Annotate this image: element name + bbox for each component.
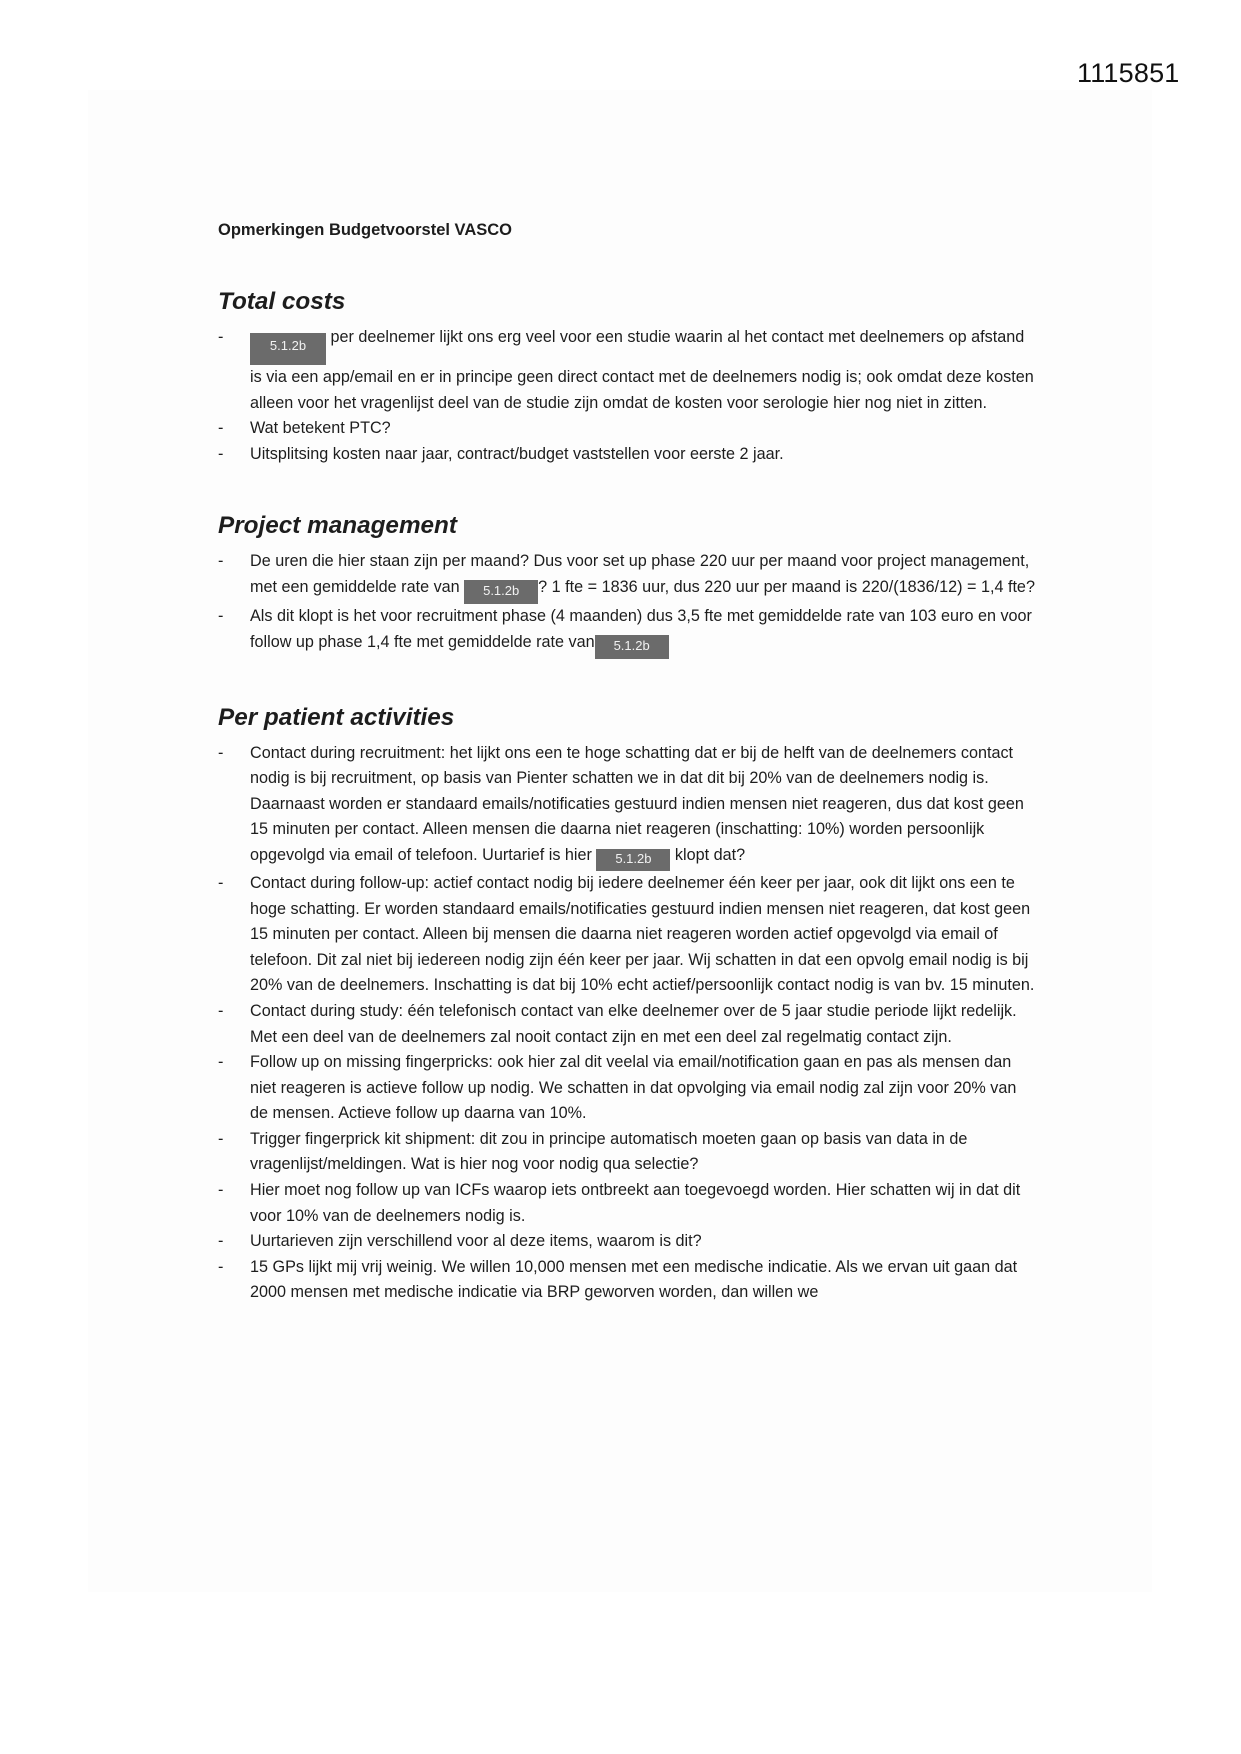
bullet-dash: -	[218, 606, 224, 625]
section-heading-project-management: Project management	[218, 512, 457, 540]
project-management-list	[218, 549, 1038, 658]
redaction-box: 5.1.2b	[464, 580, 538, 604]
redaction-box: 5.1.2b	[595, 635, 669, 659]
bullet-dash: -	[218, 1001, 224, 1020]
bullet-dash: -	[218, 552, 224, 571]
bullet-dash: -	[218, 1129, 224, 1148]
bullet-dash: -	[218, 444, 224, 463]
bullet-dash: -	[218, 743, 224, 762]
bullet-dash: -	[218, 328, 224, 346]
document-content	[218, 218, 1038, 1306]
redaction-box: 5.1.2b	[596, 849, 670, 871]
list-item: - Als dit klopt is het voor recruitment phase (4 maanden) dus 3,5 fte met gemiddelde rate van 103 euro en voor follow up phase 1,4 fte met gemiddelde rate van 5.1.2b	[218, 604, 1038, 659]
section-heading-per-patient-activities: Per patient activities	[218, 703, 455, 731]
total-costs-list	[218, 325, 1038, 467]
list-item: - Hier moet nog follow up van ICFs waarop iets ontbreekt aan toegevoegd worden. Hier schatten wij in dat dit voor 10% van de deelnemers nodig is.	[218, 1178, 1038, 1229]
list-item: - Uurtarieven zijn verschillend voor al deze items, waarom is dit?	[218, 1229, 1038, 1255]
list-item: - Contact during recruitment: het lijkt ons een te hoge schatting dat er bij de helft van de deelnemers contact nodig is bij recruitment, op basis van Pienter schatten we in dat dit bij 20% van de deelnemers nodig is. Daarnaast worden er standaard emails/notificaties gestuurd indien mensen niet reageren, dus dat kost geen 15 minuten per contact. Alleen mensen die daarna niet reageren (inschatting: 10%) worden persoonlijk opgevolgd via email of telefoon. Uurtarief is hier 5.1.2b klopt dat?	[218, 741, 1038, 871]
list-item: - De uren die hier staan zijn per maand? Dus voor set up phase 220 uur per maand voor project management, met een gemiddelde rate van 5.1.2b ? 1 fte = 1836 uur, dus 220 uur per maand is 220/(1836/12) = 1,4 fte?	[218, 549, 1038, 604]
document-title: Opmerkingen Budgetvoorstel VASCO	[218, 221, 512, 239]
bullet-dash: -	[218, 873, 224, 892]
bullet-dash: -	[218, 1181, 224, 1200]
redaction-box: 5.1.2b	[250, 333, 326, 365]
per-patient-activities-list	[218, 741, 1038, 1306]
document-id: 1115851	[1077, 58, 1180, 88]
list-item: - Uitsplitsing kosten naar jaar, contract/budget vaststellen voor eerste 2 jaar.	[218, 442, 1038, 468]
bullet-dash: -	[218, 1257, 224, 1276]
section-heading-total-costs: Total costs	[218, 288, 346, 315]
list-item: - 5.1.2b per deelnemer lijkt ons erg veel voor een studie waarin al het contact met deelnemers op afstand is via een app/email en er in principe geen direct contact met de deelnemers nodig is; ook omdat deze kosten alleen voor het vragenlijst deel van de studie zijn omdat de kosten voor serologie hier nog niet in zitten.	[218, 325, 1038, 416]
bullet-dash: -	[218, 1053, 224, 1072]
bullet-dash: -	[218, 419, 224, 438]
list-item: - Contact during follow-up: actief contact nodig bij iedere deelnemer één keer per jaar, ook dit lijkt ons een te hoge schatting. Er worden standaard emails/notificaties gestuurd indien mensen niet reageren, dat kost geen 15 minuten per contact. Alleen bij mensen die daarna niet reageren worden actief opgevolgd via email of telefoon. Dit zal niet bij iedereen nodig zijn één keer per jaar. Wij schatten in dat een opvolg email nodig is bij 20% van de deelnemers. Inschatting is dat bij 10% echt actief/persoonlijk contact nodig is van bv. 15 minuten.	[218, 871, 1038, 999]
bullet-dash: -	[218, 1232, 224, 1251]
list-item: - Contact during study: één telefonisch contact van elke deelnemer over de 5 jaar studie periode lijkt redelijk. Met een deel van de deelnemers zal nooit contact zijn en met een deel zal regelmatig contact zijn.	[218, 999, 1038, 1050]
list-item: - Follow up on missing fingerpricks: ook hier zal dit veelal via email/notification gaan en pas als mensen dan niet reageren is actieve follow up nodig. We schatten in dat opvolging via email nodig zal zijn voor 20% van de mensen. Actieve follow up daarna van 10%.	[218, 1050, 1038, 1127]
list-item: - Wat betekent PTC?	[218, 416, 1038, 442]
list-item: - 15 GPs lijkt mij vrij weinig. We willen 10,000 mensen met een medische indicatie. Als we ervan uit gaan dat 2000 mensen met medische indicatie via BRP geworven worden, dan willen we	[218, 1255, 1038, 1306]
list-item: - Trigger fingerprick kit shipment: dit zou in principe automatisch moeten gaan op basis van data in de vragenlijst/meldingen. Wat is hier nog voor nodig qua selectie?	[218, 1127, 1038, 1178]
